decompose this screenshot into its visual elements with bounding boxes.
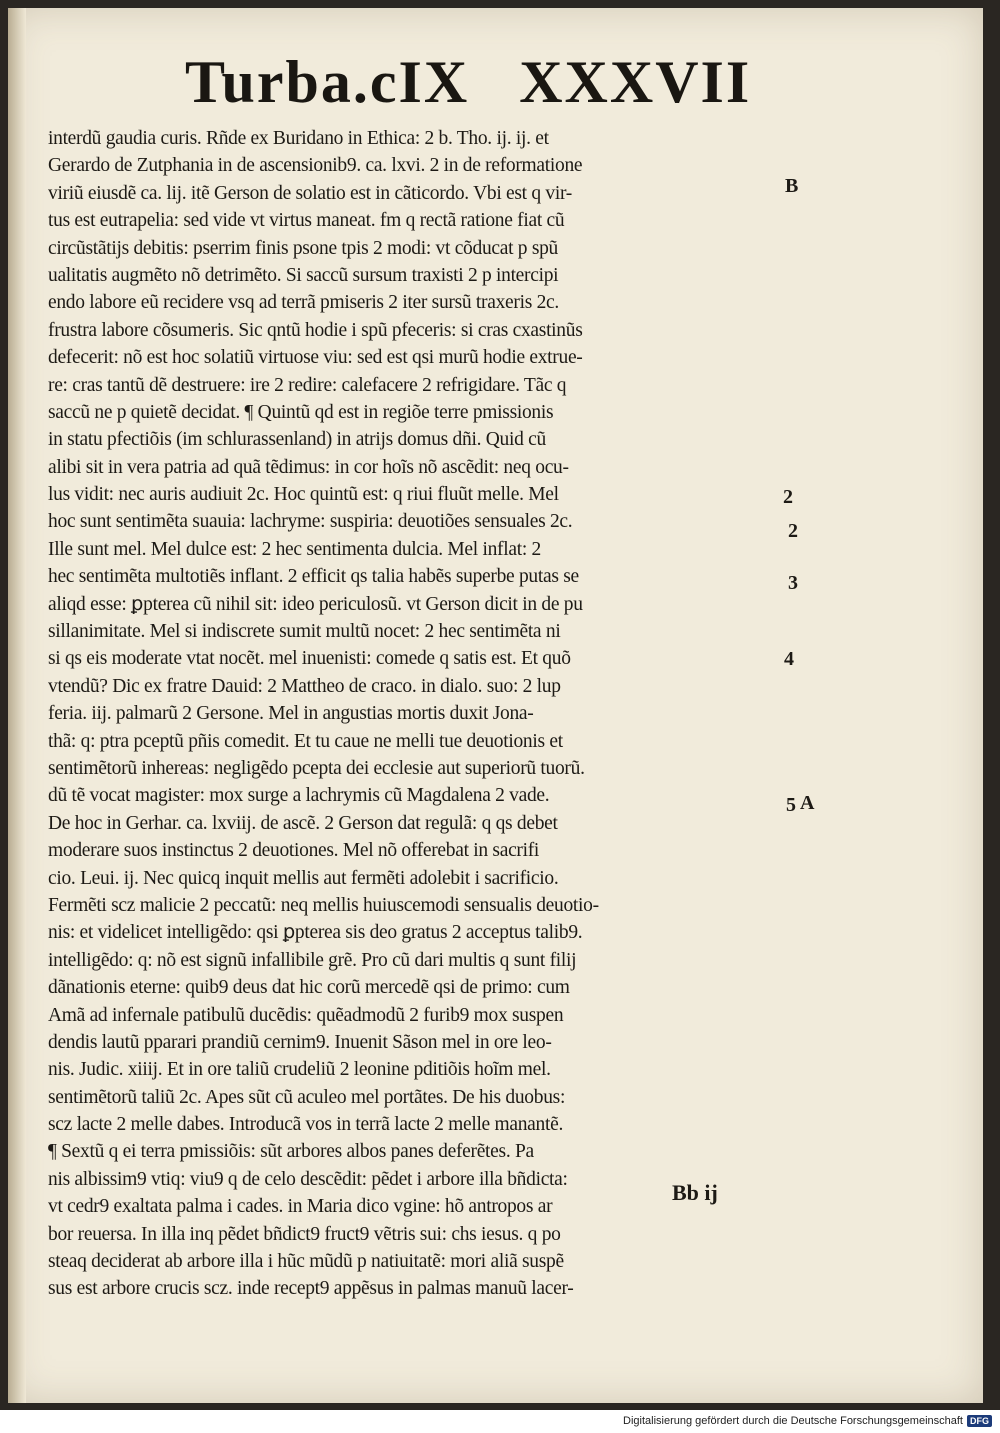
margin-note: A [800,792,815,814]
text-line: nis. Judic. xiiij. Et in ore taliũ crudeliũ 2 leonine pditiõis hoĩm mel. [48,1059,551,1081]
text-line: aliqd esse: ꝑpterea cũ nihil sit: ideo periculosũ. vt Gerson dicit in de pu [48,593,583,615]
signature-mark: Bb ij [672,1180,718,1205]
text-line: alibi sit in vera patria ad quã tẽdimus: in cor hoĩs nõ ascẽdit: neq ocu- [48,456,569,478]
text-line: hoc sunt sentimẽta suauia: lachryme: suspiria: deuotiões sensuales 2c. [48,511,573,533]
text-line: scz lacte 2 melle dabes. Introducã vos in terrã lacte 2 melle manantẽ. [48,1114,564,1136]
text-line: re: cras tantũ dẽ destruere: ire 2 redire: calefacere 2 refrigidare. Tãc q [48,374,567,396]
text-line: dendis lautũ pparari prandiũ cernim9. Inuenit Sãson mel in ore leo- [48,1031,552,1053]
text-line: vt cedr9 exaltata palma i cades. in Maria dico vgine: hõ antropos ar [48,1196,553,1218]
text-line: tus est eutrapelia: sed vide vt virtus maneat. fm q rectã ratione fiat cũ [48,210,565,232]
text-line: thã: q: ptra pceptũ pñis comedit. Et tu caue ne melli tue deuotionis et [48,730,563,752]
text-line: intelligẽdo: q: nõ est signũ infallibile grẽ. Pro cũ dari multis q sunt filij [48,949,577,971]
text-line: hec sentimẽta multotiẽs inflant. 2 efficit qs talia habẽs superbe putas se [48,566,579,588]
margin-note: 5 [786,794,796,816]
margin-note: 3 [788,572,798,594]
text-line: Amã ad infernale patibulũ ducẽdis: quẽadmodũ 2 furib9 mox suspen [48,1004,564,1026]
text-line: feria. iij. palmarũ 2 Gersone. Mel in angustias mortis duxit Jona- [48,703,534,725]
dfg-logo: DFG [967,1415,992,1427]
margin-note: 4 [784,648,794,670]
text-line: sillanimitate. Mel si indiscrete sumit multũ nocet: 2 hec sentimẽta ni [48,621,561,643]
text-line: dãnationis eterne: quib9 deus dat hic corũ mercedẽ qsi de primo: cum [48,977,570,999]
text-line: vtendũ? Dic ex fratre Dauid: 2 Mattheo de craco. in dialo. suo: 2 lup [48,675,561,697]
text-line: ¶ Sextũ q ei terra pmissiõis: sũt arbores albos panes deferẽtes. Pa [48,1141,534,1163]
page-gutter [8,8,26,1403]
running-header [185,48,785,118]
text-line: in statu pfectiõis (im schlurassenland) in atrijs domus dñi. Quid cũ [48,429,546,451]
text-line: sentimẽtorũ taliũ 2c. Apes sũt cũ aculeo mel portãtes. De his duobus: [48,1086,566,1108]
margin-note: B [785,175,799,197]
text-line: circũstãtijs debitis: pserrim finis psone tpis 2 modi: vt cõducat p spũ [48,237,559,259]
text-line: interdũ gaudia curis. Rñde ex Buridano in Ethica: 2 b. Tho. ij. ij. et [48,128,549,149]
funding-credit: Digitalisierung gefördert durch die Deutsche Forschungsgemeinschaft [623,1415,963,1427]
text-line: frustra labore cõsumeris. Sic qntũ hodie i spũ pfeceris: si cras cxastinũs [48,319,583,341]
footer-credit [623,1412,992,1430]
text-line: saccũ ne p quietẽ decidat. ¶ Quintũ qd est in regiõe terre pmissionis [48,401,554,423]
text-line: nis albissim9 vtiq: viu9 q de celo descẽdit: pẽdet i arbore illa bñdicta: [48,1168,568,1190]
text-line: steaq deciderat ab arbore illa i hũc mũdũ p natiuitatẽ: mori aliã suspẽ [48,1251,564,1273]
text-line: si qs eis moderate vtat nocẽt. mel inuenisti: comede q satis est. Et quõ [48,648,571,670]
text-line: moderare suos instinctus 2 deuotiones. Mel nõ offerebat in sacrifi [48,840,540,862]
text-line: dũ tẽ vocat magister: mox surge a lachrymis cũ Magdalena 2 vade. [48,785,550,807]
text-line: viriũ eiusdẽ ca. lij. itẽ Gerson de solatio est in cãticordo. Vbi est q vir- [48,182,572,204]
margin-note: 2 [783,486,793,508]
text-line: Gerardo de Zutphania in de ascensionib9. ca. lxvi. 2 in de reformatione [48,155,583,177]
text-line: sus est arbore crucis scz. inde recept9 appẽsus in palmas manuũ lacer- [48,1278,574,1300]
text-line: bor reuersa. In illa inq pẽdet bñdict9 fruct9 vẽtris sui: chs iesus. q po [48,1223,561,1245]
text-line: ualitatis augmẽto nõ detrimẽto. Si saccũ sursum traxisti 2 p intercipi [48,264,559,286]
folio-number: XXXVII [519,49,752,115]
text-block [48,125,808,1303]
text-line: nis: et videlicet intelligẽdo: qsi ꝑpterea sis deo gratus 2 acceptus talib9. [48,922,583,944]
text-line: De hoc in Gerhar. ca. lxviij. de ascẽ. 2 Gerson dat regulã: q qs debet [48,812,558,834]
header-title: Turba.cIX [185,49,470,115]
text-line: defecerit: nõ est hoc solatiũ virtuose viu: sed est qsi murũ hodie extrue- [48,347,583,369]
text-line: cio. Leui. ij. Nec quicq inquit mellis aut fermẽti adolebit i sacrificio. [48,867,559,889]
text-line: endo labore eũ recidere vsq ad terrã pmiseris 2 iter sursũ traxeris 2c. [48,292,559,314]
text-line: Ille sunt mel. Mel dulce est: 2 hec sentimenta dulcia. Mel inflat: 2 [48,538,541,560]
text-line: lus vidit: nec auris audiuit 2c. Hoc quintũ est: q riui fluũt melle. Mel [48,484,559,506]
text-line: Fermẽti scz malicie 2 peccatũ: neq mellis huiuscemodi sensualis deuotio- [48,894,599,916]
text-line: sentimẽtorũ inhereas: negligẽdo pcepta dei ecclesie aut superiorũ tuorũ. [48,757,585,779]
margin-note: 2 [788,520,798,542]
